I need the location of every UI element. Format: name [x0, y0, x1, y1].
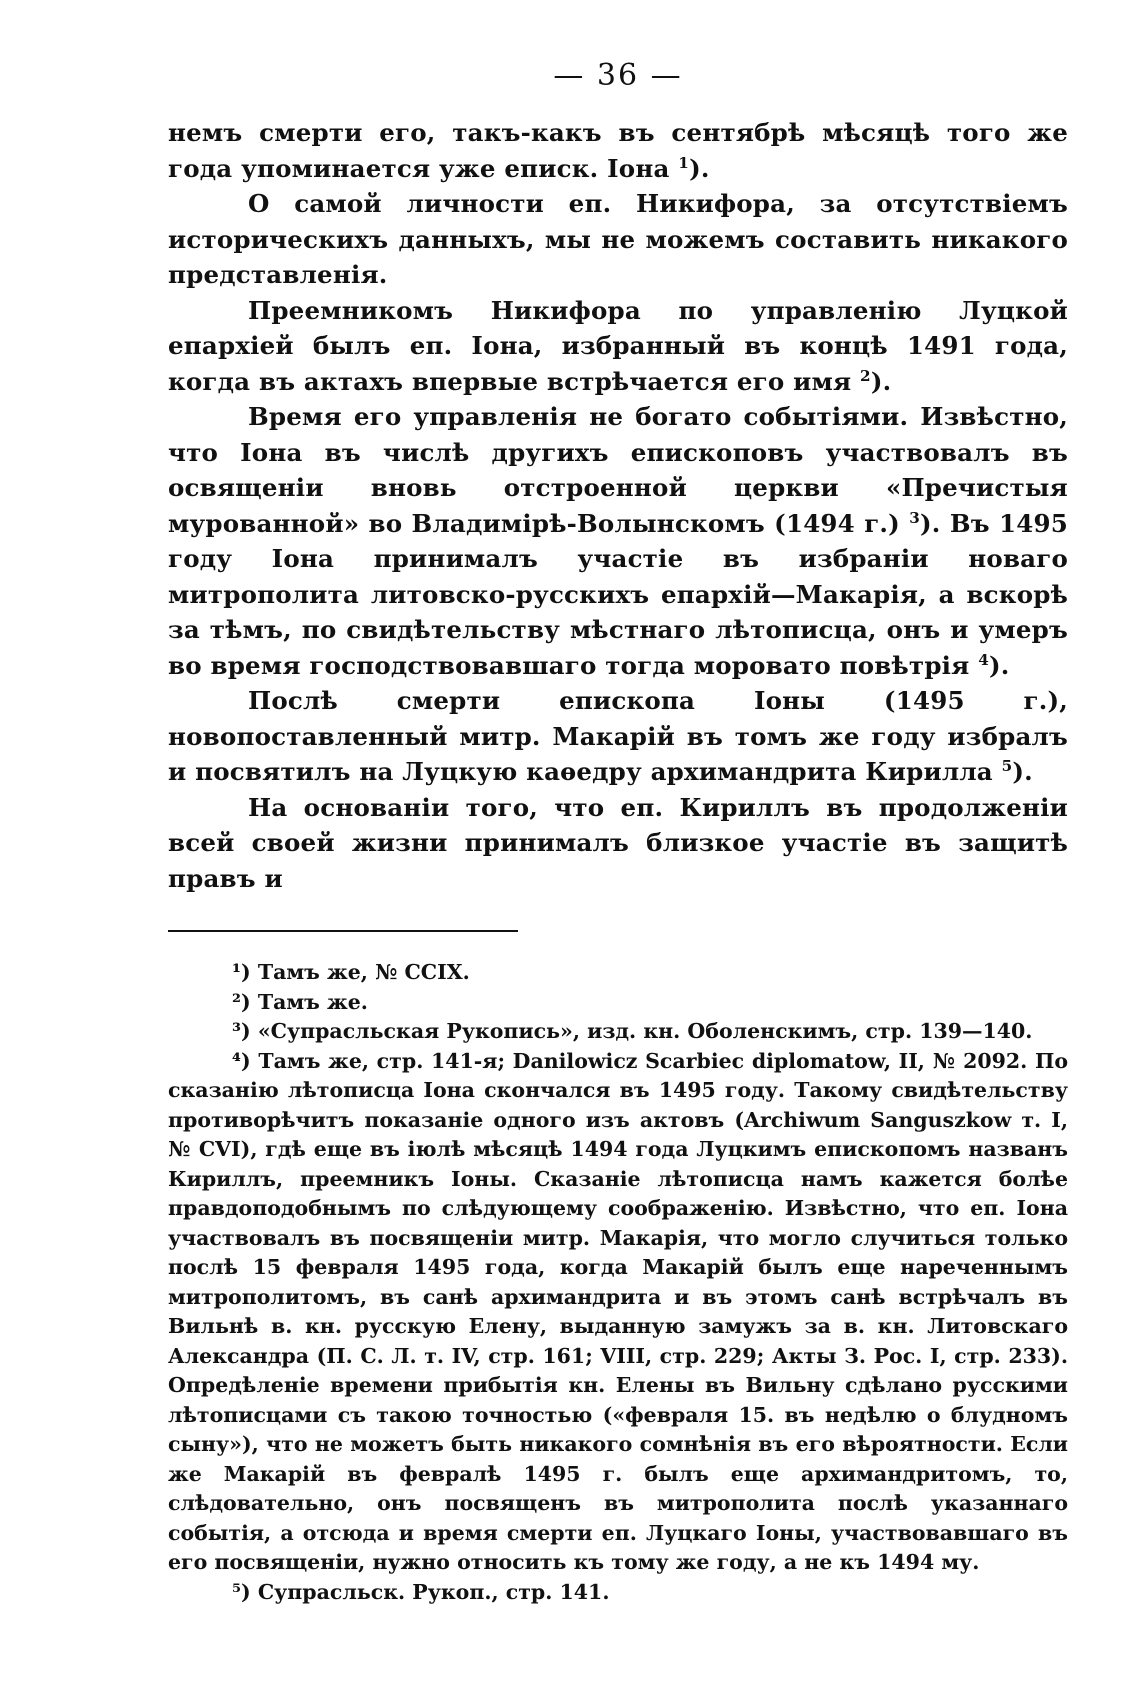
footnote: ²) Тамъ же.: [232, 989, 368, 1014]
footnote-ref: 5: [1001, 756, 1013, 775]
paragraph: На основаніи того, что еп. Кириллъ въ продолженіи всей своей жизни принималъ близкое участіе въ защитѣ правъ и: [168, 792, 1068, 893]
footnote-ref: 4: [978, 650, 989, 669]
page-number: — 36 —: [553, 58, 683, 93]
footnote-divider: [168, 930, 518, 932]
paragraph: немъ смерти его, такъ-какъ въ сентябрѣ мѣсяцѣ того же года упоминается уже еписк. Іона $^1$).: [168, 118, 1068, 183]
main-text: [168, 115, 1068, 896]
footnote: ⁵) Супрасльск. Рукоп., стр. 141.: [232, 1579, 610, 1604]
footnote-ref: 1: [678, 153, 690, 172]
footnote-ref: 2: [860, 366, 871, 385]
paragraph: Преемникомъ Никифора по управленію Луцкой епархіей былъ еп. Іона, избранный въ концѣ 1491 года, когда въ актахъ впервые встрѣчается его имя $^2$).: [168, 295, 1068, 396]
paragraph: Послѣ смерти епископа Іоны (1495 г.), новопоставленный митр. Макарій въ томъ же году избралъ и посвятилъ на Луцкую каѳедру архимандрита Кирилла $^5$).: [168, 686, 1068, 786]
footnotes: [168, 958, 1068, 1607]
paragraph: О самой личности еп. Никифора, за отсутствіемъ историческихъ данныхъ, мы не можемъ составить никакого представленія.: [168, 189, 1068, 289]
footnote: ³) «Супрасльская Рукопись», изд. кн. Оболенскимъ, стр. 139—140.: [232, 1019, 1033, 1043]
paragraph: Время его управленія не богато событіями. Извѣстно, что Іона въ числѣ другихъ епископовъ участвовалъ въ освященіи вновь отстроенной церкви «Пречистыя мурованной» во Владимірѣ-Волынскомъ (1494 г.) $^3$). Въ 1495 году Іона принималъ участіе въ избраніи новаго митрополита литовско-русскихъ епархій—Макарія, а вскорѣ за тѣмъ, по свидѣтельству мѣстнаго лѣтописца, онъ и умеръ во время господствовавшаго тогда моровато повѣтрія $^4$).: [168, 402, 1068, 680]
footnote: ¹) Тамъ же, № CCIX.: [232, 960, 470, 984]
footnote: ⁴) Тамъ же, стр. 141-я; Danilowicz Scarbiec diplomatow, II, № 2092. По сказанію лѣтописца Іона скончался въ 1495 году. Такому свидѣтельству противорѣчитъ показаніе одного изъ актовъ (Archiwum Sanguszkow т. I, № CVI), гдѣ еще въ іюлѣ мѣсяцѣ 1494 года Луцкимъ епископомъ названъ Кириллъ, преемникъ Іоны. Сказаніе лѣтописца намъ кажется болѣе правдоподобнымъ по слѣдующему соображенію. Извѣстно, что еп. Іона участвовалъ въ посвященіи митр. Макарія, что могло случиться только послѣ 15 февраля 1495 года, когда Макарій былъ еще нареченнымъ митрополитомъ, въ санѣ архимандрита и въ этомъ санѣ встрѣчалъ въ Вильнѣ в. кн. русскую Елену, выданную замужъ за в. кн. Литовскаго Александра (П. С. Л. т. IV, стр. 161; VIII, стр. 229; Акты З. Рос. I, стр. 233). Опредѣленіе времени прибытія кн. Елены въ Вильну сдѣлано русскими лѣтописцами съ такою точностью («февраля 15. въ недѣлю о блудномъ сыну»), что не можетъ быть никакого сомнѣнія въ его вѣроятности. Если же Макарій въ февралѣ 1495 г. былъ еще архимандритомъ, то, слѣдовательно, онъ посвященъ въ митрополита послѣ указаннаго событія, а отсюда и время смерти еп. Луцкаго Іоны, участвовавшаго въ его посвященіи, нужно относить къ тому же году, а не къ 1494 му.: [168, 1048, 1069, 1574]
footnote-ref: 3: [909, 508, 921, 527]
